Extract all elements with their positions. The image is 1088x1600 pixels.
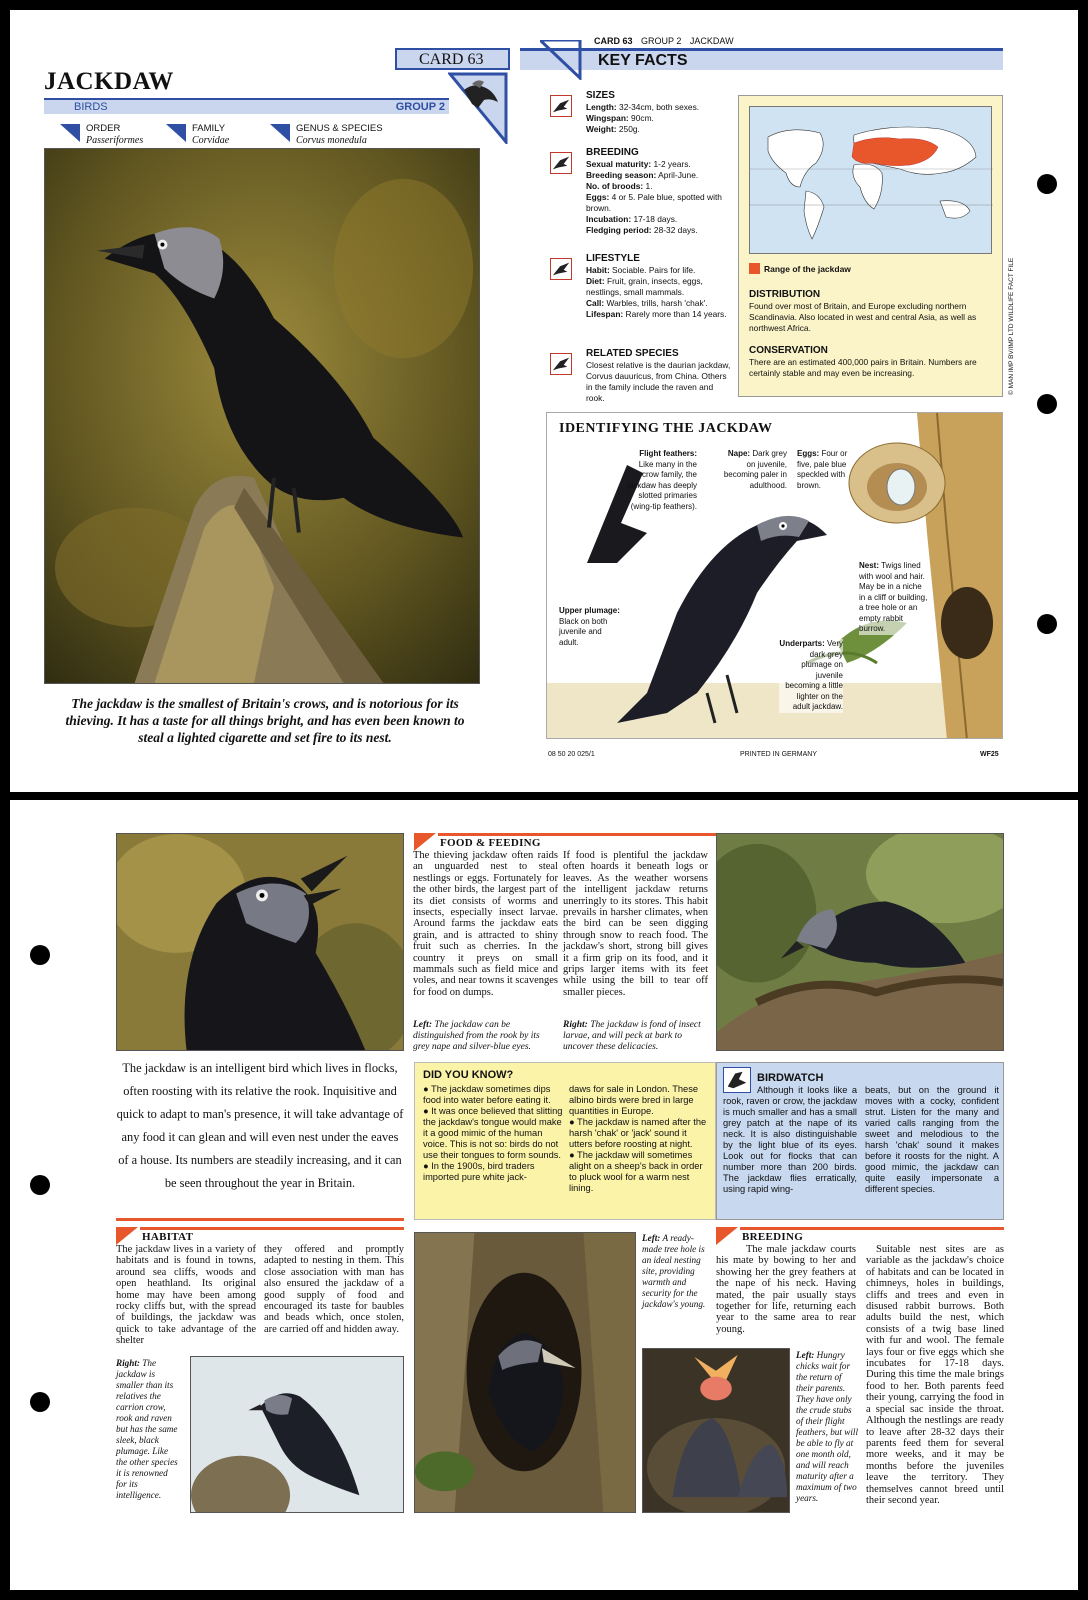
page-title: JACKDAW (44, 68, 174, 95)
header-group: GROUP 2 (641, 36, 682, 46)
triangle-marker-icon (270, 124, 290, 142)
group-label: GROUP 2 (395, 101, 445, 113)
triangle-marker-icon (60, 124, 80, 142)
kf-lifestyle-heading: LIFESTYLE (586, 253, 640, 264)
footer-code: 08 50 20 025/1 (548, 751, 595, 758)
main-jackdaw-photo (44, 148, 480, 684)
punch-hole (1037, 394, 1057, 414)
food-section-flag (414, 833, 436, 851)
kf-breeding-heading: BREEDING (586, 147, 639, 158)
habitat-col2: they offered and promptly adapted to nesting in them. This close association with man has also ensured the jackdaw of a good supply of food and encouraged its taste for baubles and beads which, once stolen, are carried off and hidden away. (264, 1244, 404, 1335)
label-eggs: Eggs: Four or five, pale blue speckled with brown. (797, 449, 848, 490)
food-col1: The thieving jackdaw often raids an unguarded nest to steal nestlings or eggs. Fortunately for the other birds, the largest part of its diet consists of worms and insects, especially insect larvae. Around farms the jackdaw eats grain, and is attracted to shiny fruit such as cherries. In the country it preys on small mammals such as field mice and voles, and near towns it scavenges for food on dumps. (413, 850, 558, 998)
label-underparts: Underparts: Very dark grey plumage on juvenile becoming a little lighter on the adult jackdaw. (779, 639, 843, 711)
food-title: FOOD & FEEDING (440, 837, 541, 849)
bird-icon (550, 95, 572, 117)
identify-title: IDENTIFYING THE JACKDAW (559, 421, 773, 436)
birdwatch-title: BIRDWATCH (757, 1072, 824, 1084)
class-band (44, 98, 449, 114)
kf-related-heading: RELATED SPECIES (586, 348, 679, 359)
dyk-col2 (569, 1084, 709, 1194)
card-number-tab (395, 48, 510, 70)
did-you-know-box (414, 1062, 716, 1220)
chicks-caption: Left: Hungry chicks wait for the return of their parents. They have only the crude stubs of their flight feathers, but will be able to fly at one month old, and will reach maturity after a maximum of two years. (796, 1350, 859, 1503)
taxonomy-value: Corvus monedula (296, 135, 367, 146)
back-card (10, 800, 1078, 1590)
breeding-title: BREEDING (742, 1231, 804, 1243)
kf-sizes-text: Length: 32-34cm, both sexes. Wingspan: 90cm. Weight: 250g. (586, 102, 700, 134)
kf-related-text: Closest relative is the daurian jackdaw, Corvus dauuricus, from China. Others in the family include the raven and rook. (586, 360, 731, 403)
intro-rule (116, 1218, 404, 1221)
kf-breeding-text: Sexual maturity: 1-2 years. Breeding season: April-June. No. of broods: 1. Eggs: 4 or 5. Pale blue, spotted with brown. Incubation: 17-18 days. Fledging period: 28-32 days. (586, 159, 722, 235)
key-facts-list (546, 90, 731, 410)
intro-text: The jackdaw is an intelligent bird which lives in flocks, often roosting with its relative the rook. Inquisitive and quick to adapt to man's presence, it will take advantage of any food it can glean and will even nest under the eaves of a house. Its numbers are steadily increasing, and it can be seen throughout the year in Britain. (116, 1061, 404, 1190)
label-nest: Nest: Twigs lined with wool and hair. May be in a niche in a cliff or building, a tree hole or an empty rabbit burrow. (859, 561, 928, 633)
food-col2: If food is plentiful the jackdaw often hoards it beneath logs or leaves. As the weather worsens the intelligent jackdaw returns unerringly to its stores. This habit prevails in harsher climates, when the bird can be seen digging through snow to reach food. The jackdaw's short, strong bill gives it a firm grip on its food, and it grips larger items with its feet while using the bill to tear off smaller pieces. (563, 850, 708, 998)
world-map (749, 106, 992, 254)
dyk-fact: ● In the 1900s, bird traders imported pure white jack- (423, 1161, 535, 1182)
dyk-fact-cont: daws for sale in London. These albino birds were bred in large quantities in Europe. (569, 1084, 699, 1116)
label-upper-plumage: Upper plumage: Black on both juvenile and adult. (559, 606, 620, 647)
food-caption-left: Left: The jackdaw can be distinguished from the rook by its grey nape and silver-blue eyes. (413, 1020, 540, 1052)
bird-icon (550, 353, 572, 375)
punch-hole (1037, 614, 1057, 634)
header-name: JACKDAW (689, 36, 734, 46)
distribution-text: Found over most of Britain, and Europe excluding northern Scandinavia. Also located in west and central Asia, as well as northwest Africa. (749, 301, 977, 333)
footer-printed: PRINTED IN GERMANY (740, 751, 818, 758)
header-card: CARD 63 (594, 36, 633, 46)
class-label: BIRDS (74, 101, 108, 113)
breeding-col1: The male jackdaw courts his mate by bowing to her and showing her the grey feathers at the nape of his neck. Having mated, the pair usually stays together for life, returning each year to the same area to rear young. (716, 1244, 856, 1335)
punch-hole (30, 945, 50, 965)
front-card (10, 10, 1078, 792)
triangle-marker-icon (166, 124, 186, 142)
taxonomy-value: Passeriformes (86, 135, 144, 146)
conservation-title: CONSERVATION (749, 345, 828, 356)
dyk-fact: ● The jackdaw will sometimes alight on a sheep's back in order to pluck wool for a warm nest lining. (569, 1150, 703, 1193)
conservation-text: There are an estimated 400,000 pairs in Britain. Numbers are certainly stable and may even be increasing. (749, 357, 977, 378)
did-you-know-title: DID YOU KNOW? (423, 1069, 514, 1081)
habitat-title: HABITAT (142, 1231, 194, 1243)
legend-swatch (749, 263, 760, 274)
bird-icon (550, 152, 572, 174)
taxonomy-rank: ORDER (86, 123, 121, 134)
habitat-caption: Right: The jackdaw is smaller than its relatives the carrion crow, rook and raven but has the same sleek, black plumage. Like the other species it is renowned for its intelligence. (116, 1358, 178, 1500)
kf-lifestyle-text: Habit: Sociable. Pairs for life. Diet: Fruit, grain, insects, eggs, nestlings, small mammals. Call: Warbles, trills, harsh 'chak'. Lifespan: Rarely more than 14 years. (586, 265, 727, 319)
birdwatch-col2: beats, but on the ground it moves with a cocky, confident strut. Listen for the many and varied calls ranging from the sweet and melodious to the harsh 'chak' sound it makes before it roosts for the night. A good mimic, the jackdaw can quite easily impersonate a different species. (865, 1085, 999, 1194)
key-facts-corner-icon (540, 40, 584, 80)
label-nape: Nape: Dark grey on juvenile, becoming paler in adulthood. (723, 449, 787, 490)
identify-panel (546, 412, 1003, 739)
food-caption-right: Right: The jackdaw is fond of insect larvae, and will peck at bark to uncover these delicacies. (563, 1020, 701, 1052)
taxonomy-rank: GENUS & SPECIES (296, 123, 383, 134)
main-photo-caption: The jackdaw is the smallest of Britain's crows, and is notorious for its thieving. It has a taste for all things bright, and has even been known to steal a lighted cigarette and set fire to its nest. (65, 696, 465, 745)
birdwatch-col1: Although it looks like a rook, raven or crow, the jackdaw is much smaller and has a small grey patch at the nape of its neck. It is also distinguishable by the light blue of its eyes. Look out for flocks that can number more than 200 birds. The jackdaw flies erratically, using rapid wing- (723, 1085, 857, 1194)
distribution-title: DISTRIBUTION (749, 289, 821, 300)
habitat-col1: The jackdaw lives in a variety of habitats and is found in towns, around sea cliffs, woods and open heathland. Its original home may have been among rocky cliffs but, with the spread of buildings, the jackdaw was quick to take advantage of the shelter (116, 1244, 256, 1347)
key-facts-title: KEY FACTS (598, 52, 688, 69)
punch-hole (30, 1175, 50, 1195)
jackdaw-pecking-photo (716, 833, 1004, 1051)
dyk-fact: ● The jackdaw sometimes dips food into water before eating it. (423, 1084, 551, 1105)
world-map-icon (750, 107, 993, 255)
birdwatch-box (716, 1062, 1004, 1220)
bird-icon (550, 258, 572, 280)
dyk-fact: ● It was once believed that slitting the jackdaw's tongue would make it a good mimic of the human voice. This is not so: birds do not use their tongues to form sounds. (423, 1106, 563, 1160)
breeding-col2: Suitable nest sites are as variable as the jackdaw's choice of habitats and can be located in chimneys, holes in buildings, cliffs and trees and even in disused rabbit burrows. Both adults build the nest, which consists of a twig base lined with fur and wool. The female lays four or five eggs which she incubates for 17-18 days. During this time the male brings food to her. Both parents feed their young, carrying the food in a special sac inside the throat. Although the nestlings are ready to leave after 28-32 days their parents feed them for several more weeks, and it may be months before the juveniles leave the territory. They themselves cannot breed until their second year. (866, 1244, 1004, 1506)
footer-ref: WF25 (980, 751, 999, 758)
small-header (594, 36, 734, 46)
dyk-col1 (423, 1084, 563, 1183)
habitat-section-flag (116, 1227, 138, 1245)
jackdaw-head-photo (116, 833, 404, 1051)
punch-hole (30, 1392, 50, 1412)
taxonomy-rank: FAMILY (192, 123, 226, 134)
kf-sizes-heading: SIZES (586, 90, 615, 101)
legend-label: Range of the jackdaw (764, 264, 851, 274)
map-legend (749, 263, 851, 274)
tree-hole-photo (414, 1232, 636, 1513)
punch-hole (1037, 174, 1057, 194)
label-flight-feathers: Flight feathers: Like many in the crow family, the jackdaw has deeply slotted primaries (wing-tip feathers). (627, 449, 697, 511)
jackdaw-perched-photo (190, 1356, 404, 1513)
taxonomy-value: Corvidae (192, 135, 230, 146)
key-facts-band (520, 48, 1003, 70)
card-number: CARD 63 (419, 51, 484, 68)
distribution-box (738, 95, 1003, 397)
tree-hole-caption: Left: A ready-made tree hole is an ideal nesting site, providing warmth and security for the jackdaw's young. (642, 1233, 706, 1309)
breeding-section-flag (716, 1227, 738, 1245)
chicks-photo (642, 1348, 790, 1513)
dyk-fact: ● The jackdaw is named after the harsh 'chak' or 'jack' sound it utters before roosting at night. (569, 1117, 707, 1149)
copyright-vertical: © MAN IMP BV/IMP LTD WILDLIFE FACT FILE (1008, 257, 1015, 395)
